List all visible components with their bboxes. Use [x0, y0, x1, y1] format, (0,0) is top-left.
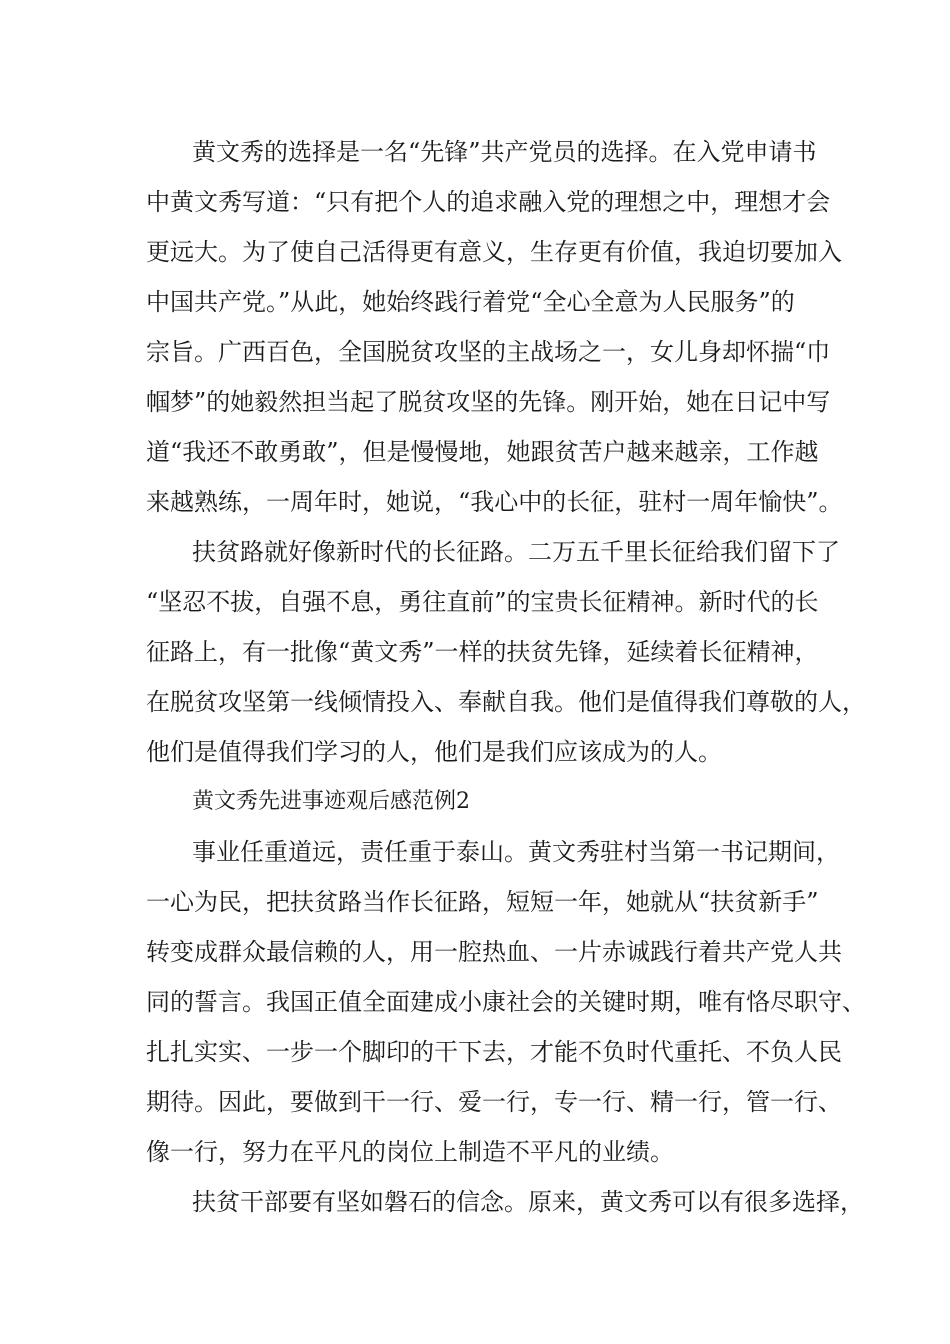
- paragraph-1-line-6: 帼梦”的她毅然担当起了脱贫攻坚的先锋。刚开始，她在日记中写: [146, 388, 831, 416]
- paragraph-1-line-4: 中国共产党。”从此，她始终践行着党“全心全意为人民服务”的: [146, 288, 795, 316]
- paragraph-3-line-6: 期待。因此，要做到干一行、爱一行，专一行、精一行，管一行、: [146, 1088, 842, 1116]
- paragraph-1-line-2: 中黄文秀写道：“只有把个人的追求融入党的理想之中，理想才会: [146, 188, 831, 216]
- paragraph-1-line-1: 黄文秀的选择是一名“先锋”共产党员的选择。在入党申请书: [192, 138, 817, 166]
- paragraph-3-line-1: 事业任重道远，责任重于泰山。黄文秀驻村当第一书记期间，: [192, 838, 840, 866]
- paragraph-2-line-1: 扶贫路就好像新时代的长征路。二万五千里长征给我们留下了: [192, 538, 840, 566]
- paragraph-1-line-7: 道“我还不敢勇敢”，但是慢慢地，她跟贫苦户越来越亲，工作越: [146, 438, 819, 466]
- paragraph-1-line-5: 宗旨。广西百色，全国脱贫攻坚的主战场之一，女儿身却怀揣“巾: [146, 338, 831, 366]
- paragraph-1-line-8: 来越熟练，一周年时，她说，“我心中的长征，驻村一周年愉快”。: [146, 488, 843, 516]
- paragraph-2-line-2: “坚忍不拔，自强不息，勇往直前”的宝贵长征精神。新时代的长: [146, 588, 819, 616]
- paragraph-2-line-3: 征路上，有一批像“黄文秀”一样的扶贫先锋，延续着长征精神，: [146, 638, 819, 666]
- paragraph-3-line-3: 转变成群众最信赖的人，用一腔热血、一片赤诚践行着共产党人共: [146, 938, 842, 966]
- paragraph-2-line-5: 他们是值得我们学习的人，他们是我们应该成为的人。: [146, 738, 722, 766]
- paragraph-3-line-5: 扎扎实实、一步一个脚印的干下去，才能不负时代重托、不负人民: [146, 1038, 842, 1066]
- paragraph-4-line-1: 扶贫干部要有坚如磐石的信念。原来，黄文秀可以有很多选择，: [192, 1188, 864, 1216]
- section-heading: 黄文秀先进事迹观后感范例2: [192, 789, 470, 814]
- paragraph-1-line-3: 更远大。为了使自己活得更有意义，生存更有价值，我迫切要加入: [146, 238, 842, 266]
- paragraph-3-line-4: 同的誓言。我国正值全面建成小康社会的关键时期，唯有恪尽职守、: [146, 988, 866, 1016]
- paragraph-2-line-4: 在脱贫攻坚第一线倾情投入、奉献自我。他们是值得我们尊敬的人，: [146, 688, 866, 716]
- paragraph-3-line-2: 一心为民，把扶贫路当作长征路，短短一年，她就从“扶贫新手”: [146, 888, 819, 916]
- paragraph-3-line-7: 像一行，努力在平凡的岗位上制造不平凡的业绩。: [146, 1138, 674, 1166]
